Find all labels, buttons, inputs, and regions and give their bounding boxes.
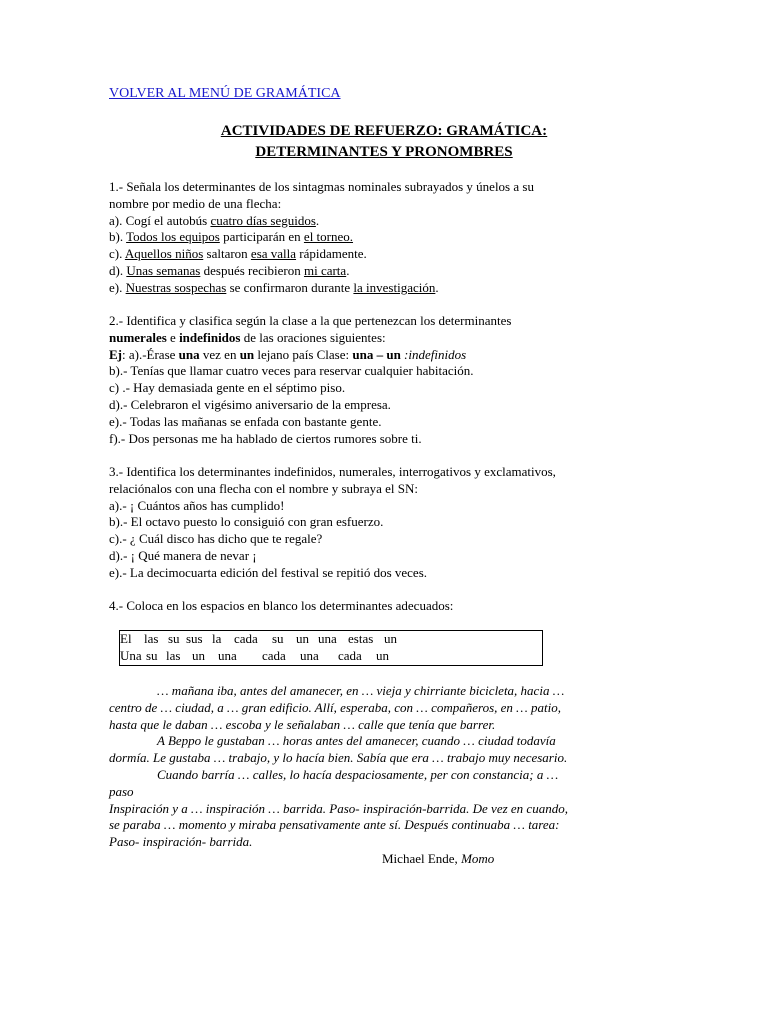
word-bank-word: un <box>296 631 309 646</box>
exercise-4 <box>109 598 669 615</box>
ex1-item-d: d). Unas semanas después recibieron mi carta. <box>109 262 350 278</box>
title-line-2: DETERMINANTES Y PRONOMBRES <box>255 144 513 160</box>
word-bank-word: cada <box>338 647 362 663</box>
exercise-1 <box>109 179 669 297</box>
story-line-6: Cuando barría … calles, lo hacía despaciosamente, per con constancia; a … <box>157 766 559 782</box>
word-bank-word: un <box>384 631 397 646</box>
ex1-intro-2: nombre por medio de una flecha: <box>109 195 282 211</box>
story-line-8: Inspiración y a … inspiración … barrida. Paso- inspiración-barrida. De vez en cuando, <box>109 800 568 816</box>
ex2-item-c: c) .- Hay demasiada gente en el séptimo piso. <box>109 380 346 396</box>
ex4-intro: 4.- Coloca en los espacios en blanco los determinantes adecuados: <box>109 598 454 613</box>
word-bank-word: Una <box>120 647 142 663</box>
ex3-item-c: c).- ¿ Cuál disco has dicho que te regale? <box>109 531 323 547</box>
word-bank-word: cada <box>234 631 258 646</box>
story-line-9: se paraba … momento y miraba pensativamente ante sí. Después continuaba … tarea: <box>109 817 560 833</box>
ex3-intro-1: 3.- Identifica los determinantes indefinidos, numerales, interrogativos y exclamativos, <box>109 464 556 479</box>
word-bank-word: su <box>146 647 158 663</box>
word-bank-row-1 <box>120 631 543 648</box>
story-line-4: A Beppo le gustaban … horas antes del amanecer, cuando … ciudad todavía <box>157 733 556 749</box>
word-bank-table <box>119 630 543 666</box>
ex1-item-c: c). Aquellos niños saltaron esa valla rápidamente. <box>109 246 367 262</box>
ex1-item-a: a). Cogí el autobús cuatro días seguidos. <box>109 212 320 228</box>
ex2-item-d: d).- Celebraron el vigésimo aniversario de la empresa. <box>109 396 391 412</box>
word-bank-word: estas <box>348 631 374 646</box>
back-to-grammar-menu-link[interactable]: VOLVER AL MENÚ DE GRAMÁTICA <box>109 86 341 101</box>
ex1-intro-1: 1.- Señala los determinantes de los sintagmas nominales subrayados y únelos a su <box>109 179 534 194</box>
story-attribution: Michael Ende, Momo <box>382 850 495 866</box>
word-bank-word: las <box>144 631 159 646</box>
ex3-item-b: b).- El octavo puesto lo consiguió con gran esfuerzo. <box>109 514 384 530</box>
ex3-item-a: a).- ¡ Cuántos años has cumplido! <box>109 497 285 513</box>
story-line-2: centro de … ciudad, a … gran edificio. Allí, esperaba, con … compañeros, en … patio, <box>109 699 561 715</box>
title-line-1: ACTIVIDADES DE REFUERZO: GRAMÁTICA: <box>220 123 548 139</box>
page-title <box>109 121 659 163</box>
ex1-item-b: b). Todos los equipos participarán en el torneo. <box>109 229 354 245</box>
story-line-1: … mañana iba, antes del amanecer, en … vieja y chirriante bicicleta, hacia … <box>157 683 565 698</box>
word-bank-word: sus <box>186 631 203 646</box>
exercise-2 <box>109 313 669 447</box>
story-line-10: Paso- inspiración- barrida. <box>109 834 253 850</box>
word-bank-row-2 <box>120 648 543 665</box>
word-bank-word: cada <box>262 647 286 663</box>
ex2-item-e: e).- Todas las mañanas se enfada con bastante gente. <box>109 413 382 429</box>
ex1-item-e: e). Nuestras sospechas se confirmaron durante la investigación. <box>109 279 439 295</box>
ex2-intro-1: 2.- Identifica y clasifica según la clase a la que pertenezcan los determinantes <box>109 313 512 328</box>
word-bank-word: un <box>376 647 389 663</box>
exercise-3 <box>109 464 669 582</box>
story-line-5: dormía. Le gustaba … trabajo, y lo hacía bien. Sabía que era … trabajo muy necesario. <box>109 750 568 766</box>
word-bank-box <box>119 630 679 666</box>
story-line-3: hasta que le daban … escoba y le señalaban … calle que tenía que barrer. <box>109 716 496 732</box>
word-bank-word: una <box>218 647 237 663</box>
story-line-7: paso <box>109 783 134 799</box>
ex2-item-f: f).- Dos personas me ha hablado de ciertos rumores sobre ti. <box>109 430 422 446</box>
ex3-item-e: e).- La decimocuarta edición del festival se repitió dos veces. <box>109 564 428 580</box>
word-bank-word: las <box>166 647 181 663</box>
ex2-example: Ej: a).-Érase una vez en un lejano país Clase: una – un :indefinidos <box>109 346 467 362</box>
word-bank-word: un <box>192 647 205 663</box>
ex2-item-b: b).- Tenías que llamar cuatro veces para reservar cualquier habitación. <box>109 363 474 379</box>
word-bank-word: El <box>120 631 132 646</box>
word-bank-word: una <box>318 631 337 646</box>
word-bank-word: la <box>212 631 222 646</box>
ex2-intro-2: numerales e indefinidos de las oraciones siguientes: <box>109 329 386 345</box>
word-bank-word: su <box>272 631 284 646</box>
word-bank-word: su <box>168 631 180 646</box>
word-bank-word: una <box>300 647 319 663</box>
ex3-intro-2: relaciónalos con una flecha con el nombre y subraya el SN: <box>109 480 418 496</box>
story-passage <box>109 683 669 868</box>
ex3-item-d: d).- ¡ Qué manera de nevar ¡ <box>109 547 257 563</box>
